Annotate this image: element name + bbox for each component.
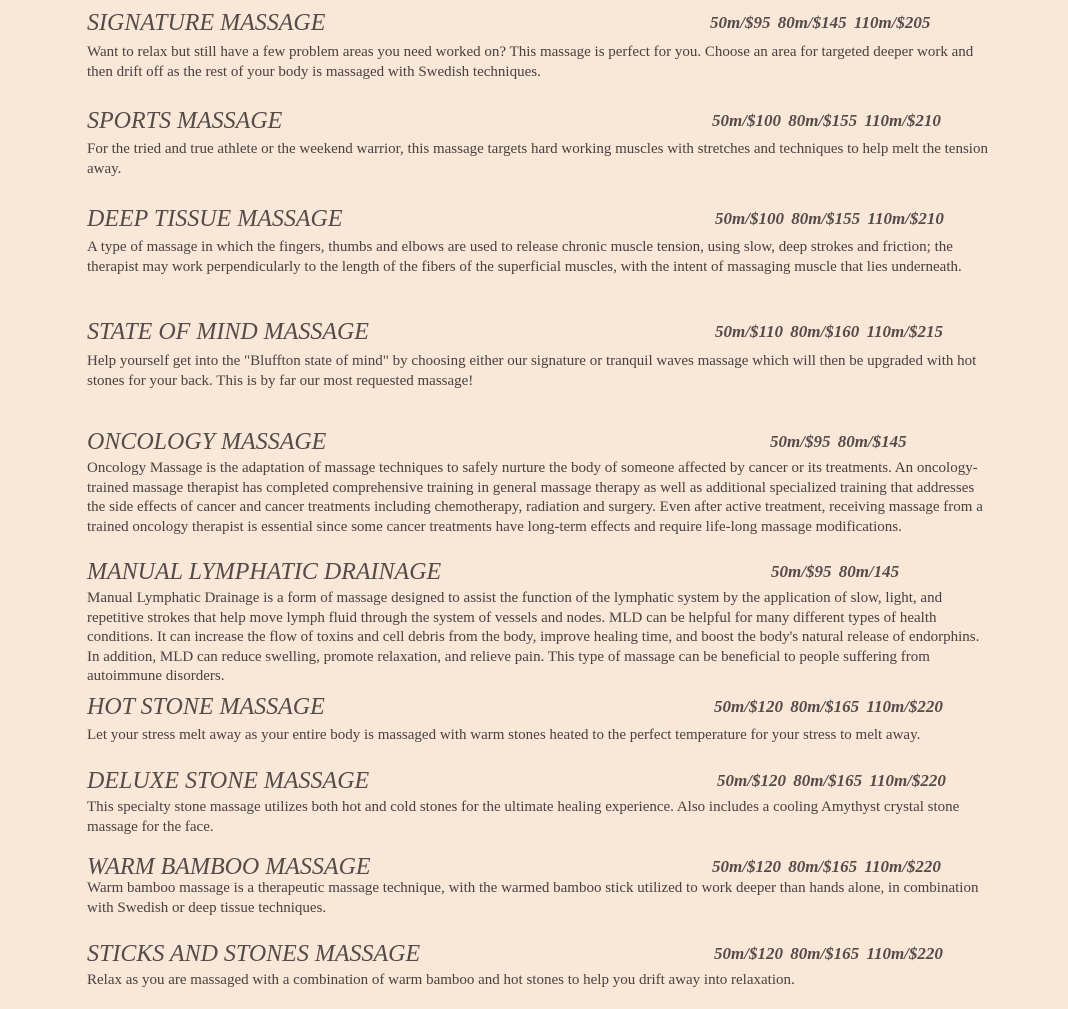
service-title: STICKS AND STONES MASSAGE: [87, 941, 421, 967]
service-description: This specialty stone massage utilizes both hot and cold stones for the ultimate healing experience. Also includes a cooling Amythyst crystal stone massage for the face.: [87, 799, 960, 835]
service-title: STATE OF MIND MASSAGE: [87, 319, 369, 345]
service-description: Want to relax but still have a few problem areas you need worked on? This massage is perfect for you. Choose an area for targeted deeper work and then drift off as the rest of your body is massaged with Swedish techniques.: [87, 44, 974, 80]
service-prices: 50m/$120 80m/$165 110m/$220: [717, 771, 946, 790]
service-prices: 50m/$110 80m/$160 110m/$215: [715, 322, 943, 341]
service-title: DELUXE STONE MASSAGE: [87, 768, 370, 794]
service-description: Help yourself get into the "Bluffton state of mind" by choosing either our signature or tranquil waves massage which will then be upgraded with hot stones for your back. This is by far our most requested massage!: [87, 353, 977, 389]
service-title: WARM BAMBOO MASSAGE: [87, 854, 371, 880]
service-prices: 50m/$100 80m/$155 110m/$210: [715, 209, 944, 228]
service-prices: 50m/$120 80m/$165 110m/$220: [714, 697, 943, 716]
service-title: MANUAL LYMPHATIC DRAINAGE: [87, 559, 442, 585]
service-description: Manual Lymphatic Drainage is a form of massage designed to assist the function of the lymphatic system by the application of slow, light, and repetitive strokes that help move lymph fluid through the system of vessels and nodes. MLD can be helpful for many different types of health conditions. It can increase the flow of toxins and cell debris from the body, improve healing time, and boost the body's natural release of endorphins. In addition, MLD can reduce swelling, promote relaxation, and relieve pain. This type of massage can be beneficial to people suffering from autoimmune disorders.: [87, 590, 980, 684]
service-description: Warm bamboo massage is a therapeutic massage technique, with the warmed bamboo stick utilized to work deeper than hands alone, in combination with Swedish or deep tissue techniques.: [87, 880, 979, 916]
service-description: For the tried and true athlete or the weekend warrior, this massage targets hard working muscles with stretches and techniques to help melt the tension away.: [87, 141, 988, 177]
service-prices: 50m/$100 80m/$155 110m/$210: [712, 111, 941, 130]
service-description: A type of massage in which the fingers, thumbs and elbows are used to release chronic muscle tension, using slow, deep strokes and friction; the therapist may work perpendicularly to the length of the fibers of the superficial muscles, with the intent of massaging muscle that lies underneath.: [87, 239, 962, 275]
service-title: SIGNATURE MASSAGE: [87, 10, 326, 36]
service-description: Relax as you are massaged with a combination of warm bamboo and hot stones to help you drift away into relaxation.: [87, 972, 795, 988]
service-description: Oncology Massage is the adaptation of massage techniques to safely nurture the body of someone affected by cancer or its treatments. An oncology-trained massage therapist has completed comprehensive training in general massage therapy as well as additional specialized training that addresses the side effects of cancer and cancer treatments including chemotherapy, radiation and surgery. Even after active treatment, receiving massage from a trained oncology therapist is essential since some cancer treatments have long-term effects and require life-long massage modifications.: [87, 460, 983, 535]
service-prices: 50m/$95 80m/$145: [770, 432, 907, 451]
service-prices: 50m/$95 80m/$145 110m/$205: [710, 13, 931, 32]
service-title: DEEP TISSUE MASSAGE: [87, 206, 343, 232]
service-description: Let your stress melt away as your entire body is massaged with warm stones heated to the perfect temperature for your stress to melt away.: [87, 727, 921, 743]
service-title: HOT STONE MASSAGE: [87, 694, 325, 720]
service-prices: 50m/$120 80m/$165 110m/$220: [714, 944, 943, 963]
service-title: ONCOLOGY MASSAGE: [87, 429, 327, 455]
service-prices: 50m/$120 80m/$165 110m/$220: [712, 857, 941, 876]
service-prices: 50m/$95 80m/145: [771, 562, 900, 581]
service-title: SPORTS MASSAGE: [87, 108, 283, 134]
